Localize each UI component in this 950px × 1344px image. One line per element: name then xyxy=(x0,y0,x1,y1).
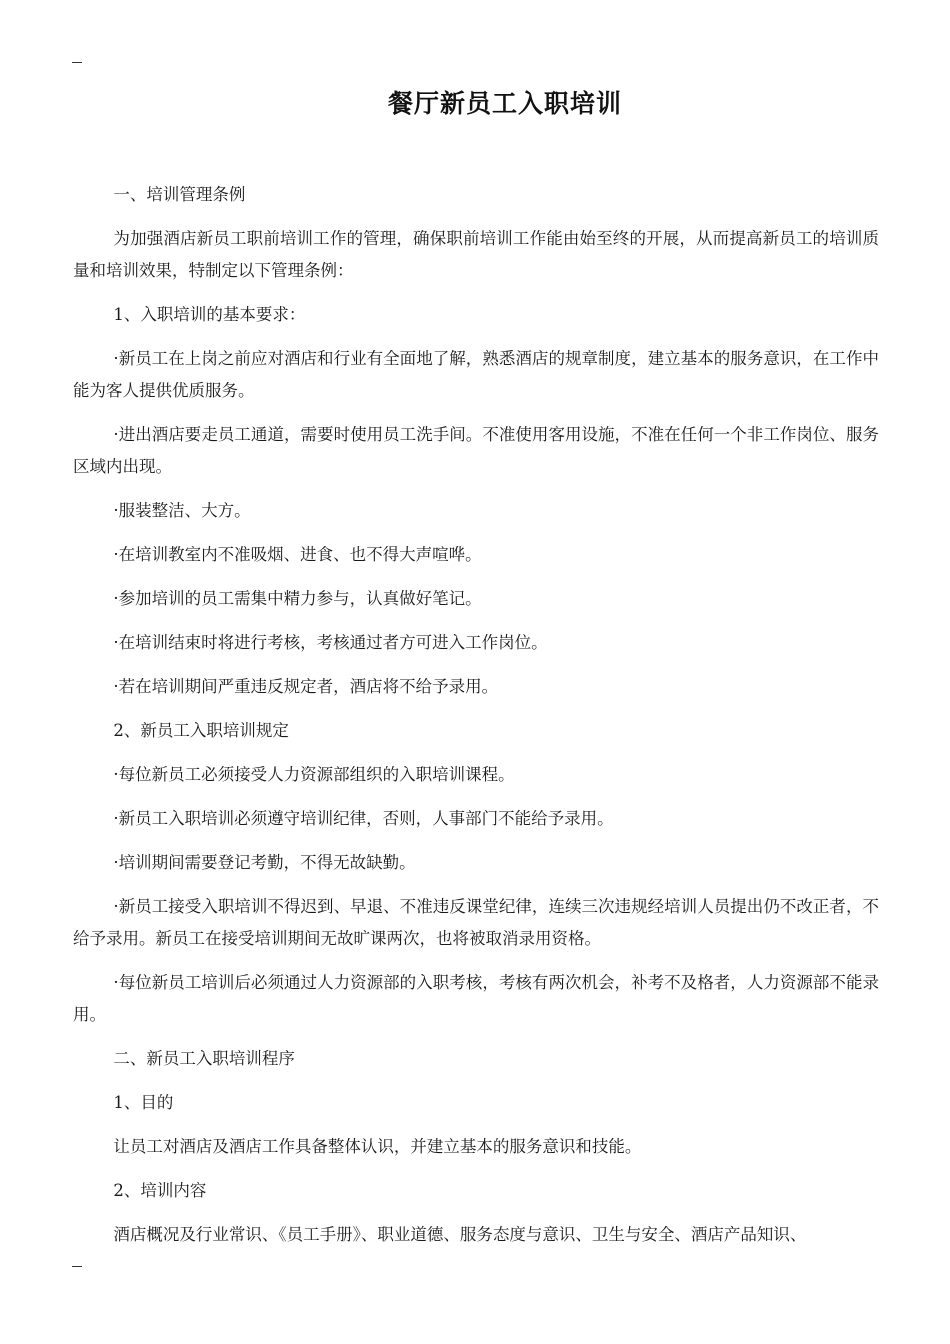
bullet-item: ·每位新员工培训后必须通过人力资源部的入职考核，考核有两次机会，补考不及格者，人力资源部不能录用。 xyxy=(73,973,879,1024)
bullet-item: ·进出酒店要走员工通道，需要时使用员工洗手间。不准使用客用设施，不准在任何一个非工作岗位、服务区域内出现。 xyxy=(73,425,879,476)
section-heading-management-rules: 一、培训管理条例 xyxy=(113,185,246,204)
paragraph-purpose: 让员工对酒店及酒店工作具备整体认识，并建立基本的服务意识和技能。 xyxy=(113,1137,642,1156)
subheading-purpose: 1、目的 xyxy=(113,1093,174,1112)
bullet-item: ·新员工在上岗之前应对酒店和行业有全面地了解，熟悉酒店的规章制度，建立基本的服务意识，在工作中能为客人提供优质服务。 xyxy=(73,349,879,400)
bullet-item: ·参加培训的员工需集中精力参与，认真做好笔记。 xyxy=(113,589,482,608)
bullet-item: ·新员工入职培训必须遵守培训纪律，否则，人事部门不能给予录用。 xyxy=(113,809,614,828)
subheading-training-rules: 2、新员工入职培训规定 xyxy=(113,721,289,740)
bullet-item: ·在培训结束时将进行考核，考核通过者方可进入工作岗位。 xyxy=(113,633,548,652)
page-corner-mark-bottom xyxy=(72,1266,82,1267)
bullet-item: ·若在培训期间严重违反规定者，酒店将不给予录用。 xyxy=(113,677,499,696)
paragraph-intro: 为加强酒店新员工职前培训工作的管理，确保职前培训工作能由始至终的开展，从而提高新员工的培训质量和培训效果，特制定以下管理条例： xyxy=(73,229,879,280)
bullet-item: ·服装整洁、大方。 xyxy=(113,501,251,520)
document-title: 餐厅新员工入职培训 xyxy=(387,89,622,118)
subheading-training-content: 2、培训内容 xyxy=(113,1181,207,1200)
document-body xyxy=(73,179,879,1263)
bullet-item: ·在培训教室内不准吸烟、进食、也不得大声喧哗。 xyxy=(113,545,482,564)
page-corner-mark-top xyxy=(72,62,82,63)
bullet-item: ·培训期间需要登记考勤，不得无故缺勤。 xyxy=(113,853,416,872)
bullet-item: ·每位新员工必须接受人力资源部组织的入职培训课程。 xyxy=(113,765,515,784)
paragraph-training-content: 酒店概况及行业常识、《员工手册》、职业道德、服务态度与意识、卫生与安全、酒店产品知识、 xyxy=(113,1225,807,1244)
bullet-item: ·新员工接受入职培训不得迟到、早退、不准违反课堂纪律，连续三次违规经培训人员提出仍不改正者，不给予录用。新员工在接受培训期间无故旷课两次，也将被取消录用资格。 xyxy=(73,897,879,948)
subheading-basic-requirements: 1、入职培训的基本要求： xyxy=(113,305,306,324)
section-heading-training-procedure: 二、新员工入职培训程序 xyxy=(113,1049,295,1068)
